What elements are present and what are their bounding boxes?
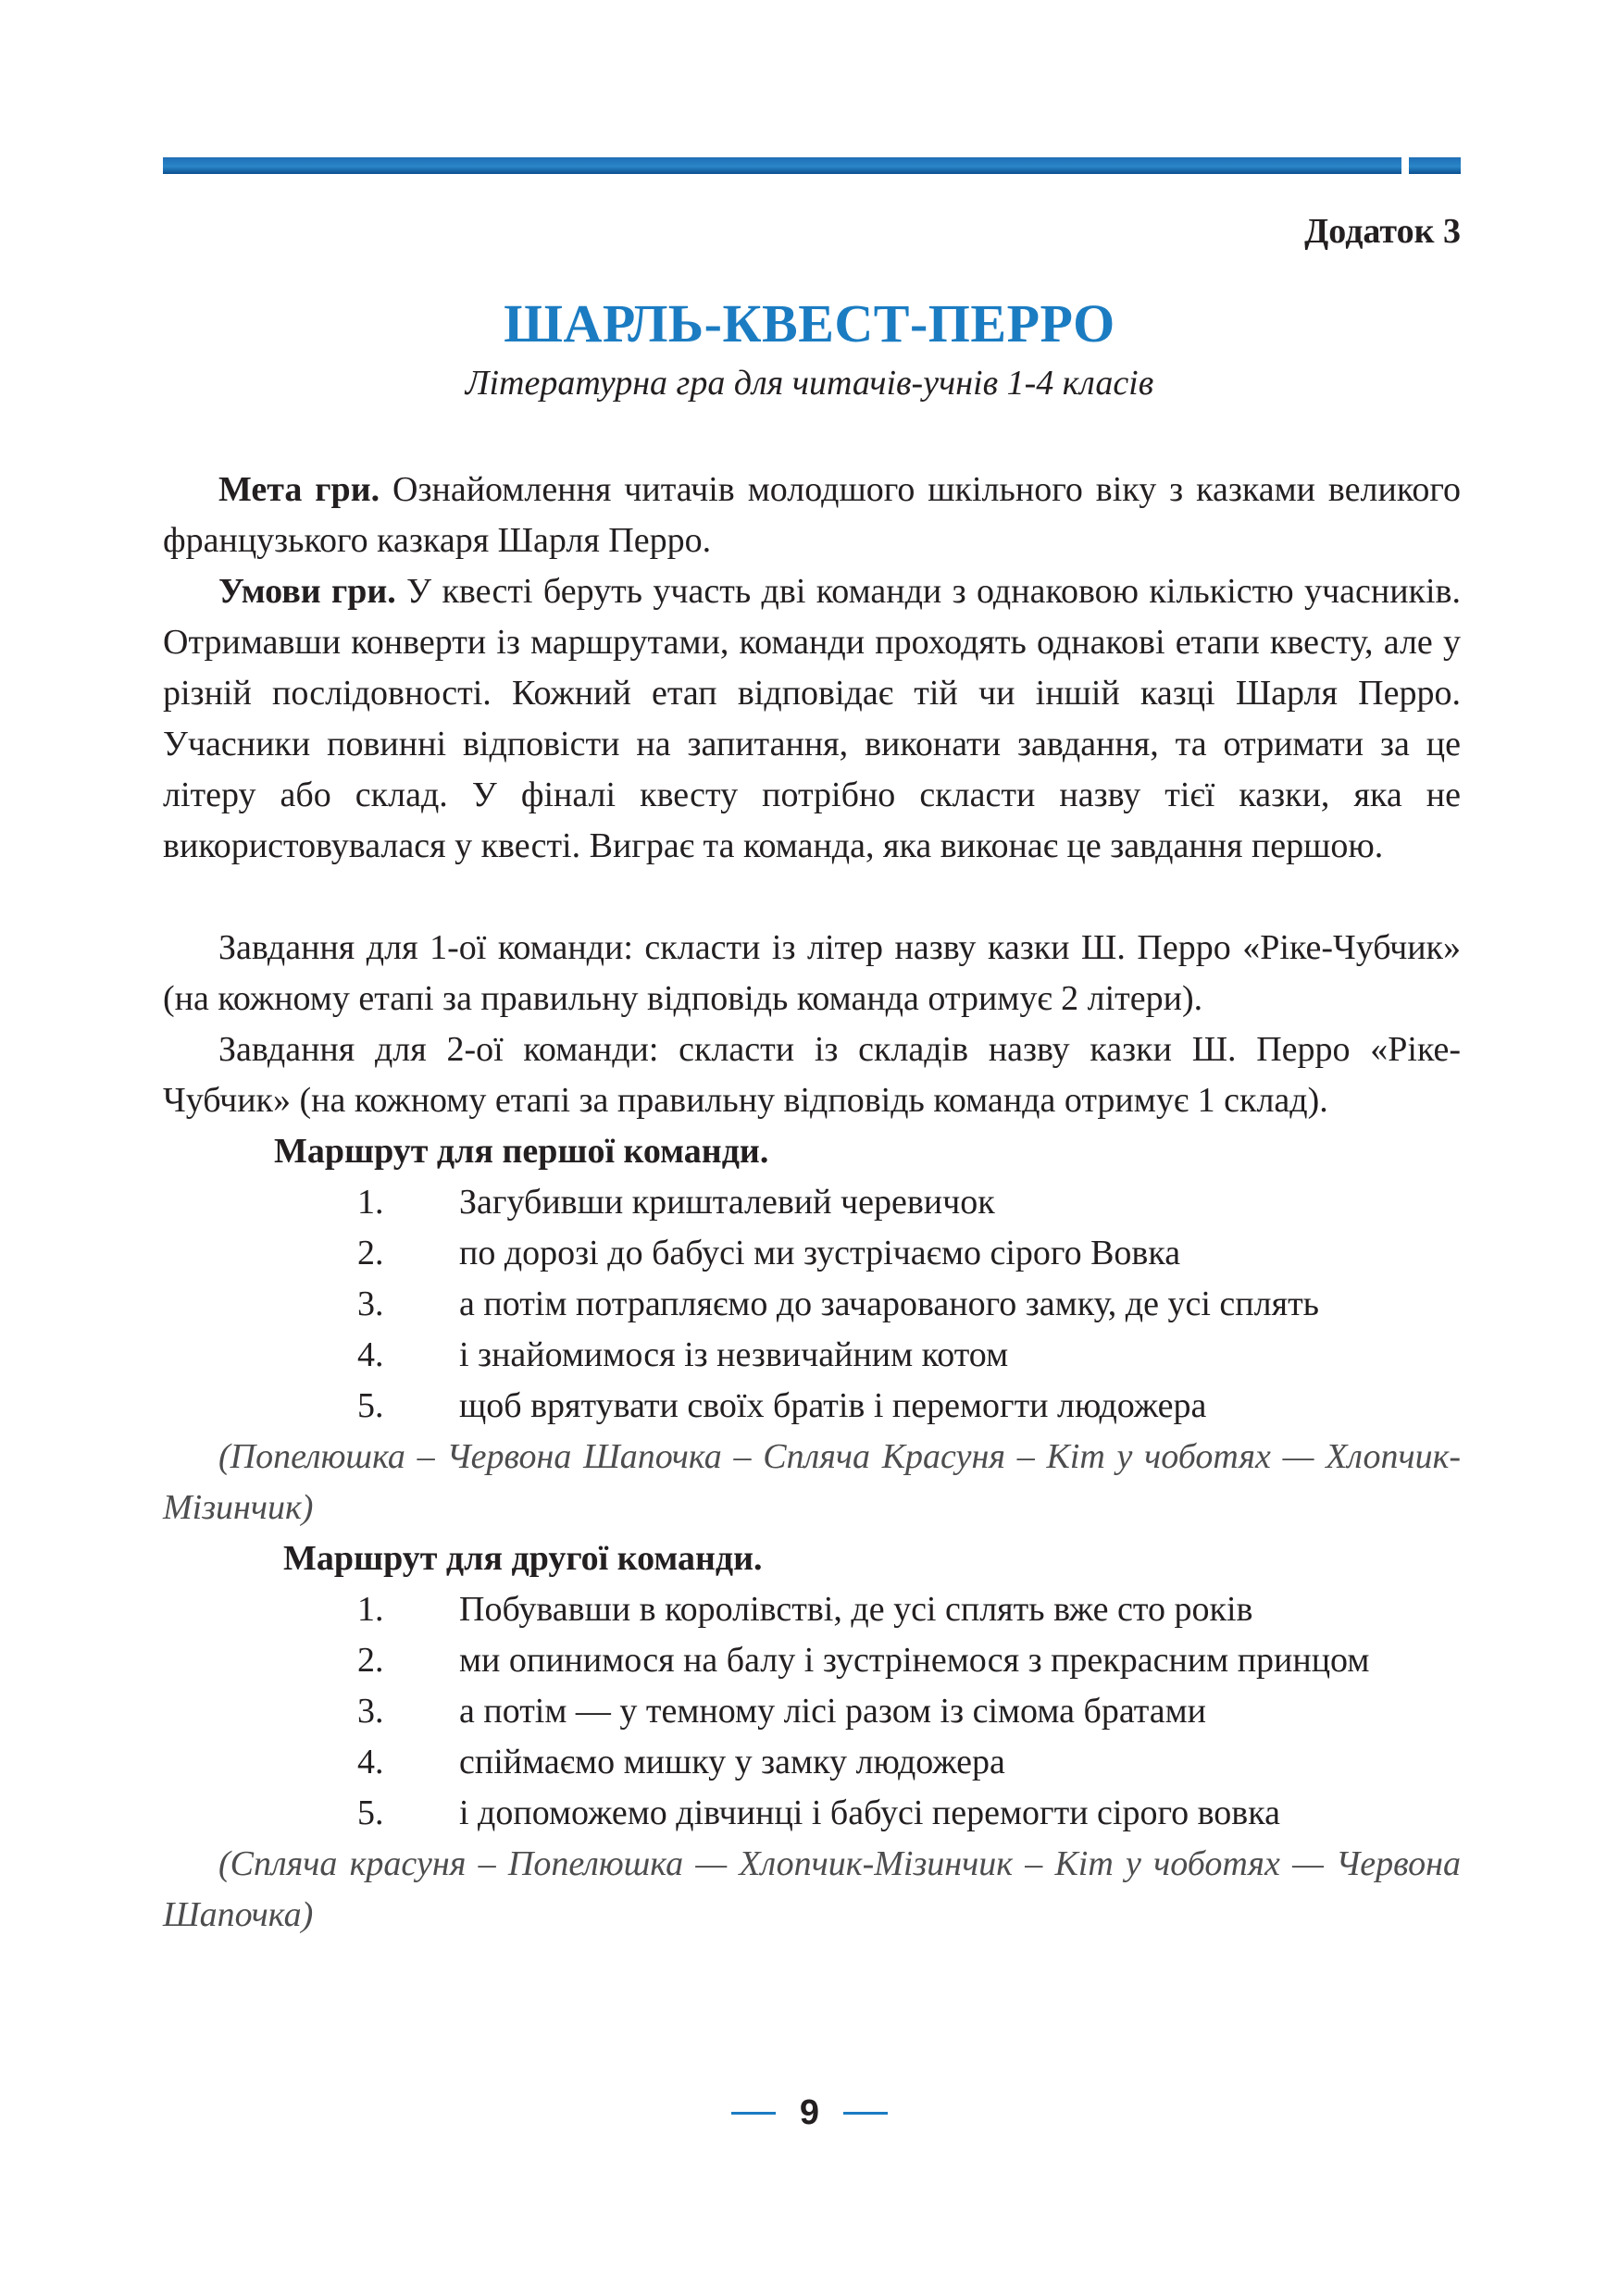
goal-paragraph [163, 465, 1461, 566]
footer-dash-right [843, 2112, 888, 2115]
document-body [163, 465, 1461, 1941]
route1-item-number: 2. [357, 1234, 384, 1272]
footer-dash-left [731, 2112, 776, 2115]
route1-item-text: Загубивши кришталевий черевичок [459, 1183, 995, 1222]
route1-item-text: щоб врятувати своїх братів і перемогти людожера [459, 1386, 1207, 1425]
route1-item [163, 1177, 1461, 1228]
route1-item-number: 3. [357, 1285, 384, 1323]
route2-item-number: 4. [357, 1743, 384, 1781]
page-number: 9 [799, 2093, 820, 2132]
page-footer [0, 2093, 1619, 2133]
header-rule-gap [1401, 150, 1409, 174]
route1-item [163, 1381, 1461, 1432]
route1-answers: (Попелюшка – Червона Шапочка – Спляча Красуня – Кіт у чоботях — Хлопчик-Мізинчик) [163, 1437, 1461, 1527]
route2-item-text: а потім — у темному лісі разом із сімома братами [459, 1692, 1207, 1731]
route2-item-number: 1. [357, 1590, 384, 1629]
route1-item-number: 1. [357, 1183, 384, 1222]
route2-list [163, 1584, 1461, 1839]
goal-label: Мета гри. [218, 470, 380, 509]
rules-text: У квесті беруть участь дві команди з однаковою кількістю учасників. Отримавши конверти із маршрутами, команди проходять однакові етапи квесту, але у різній послідовності. Кожний етап відповідає тій чи іншій казці Шарля Перро. Учасники повинні відповісти на запитання, виконати завдання, та отримати за це літеру або склад. У фіналі квесту потрібно скласти назву тієї казки, яка не використовувалася у квесті. Виграє та команда, яка виконає це завдання першою. [163, 572, 1461, 865]
route1-item-number: 4. [357, 1335, 384, 1374]
route2-item-number: 5. [357, 1793, 384, 1832]
task-team2: Завдання для 2-ої команди: скласти із складів назву казки Ш. Перро «Ріке-Чубчик» (на кожному етапі за правильну відповідь команда отримує 1 склад). [163, 1030, 1461, 1120]
route1-item [163, 1330, 1461, 1381]
route2-item [163, 1788, 1461, 1839]
page-title: ШАРЛЬ-КВЕСТ-ПЕРРО [504, 293, 1115, 354]
header-rule-end [1409, 157, 1461, 174]
route1-item [163, 1228, 1461, 1279]
route2-item-number: 2. [357, 1641, 384, 1680]
route2-item [163, 1737, 1461, 1788]
appendix-label: Додаток 3 [1304, 212, 1461, 251]
route2-item-text: ми опинимося на балу і зустрінемося з прекрасним принцом [459, 1641, 1370, 1680]
route2-title: Маршрут для другої команди. [283, 1539, 763, 1578]
goal-text: Ознайомлення читачів молодшого шкільного віку з казками великого французького казкаря Шарля Перро. [163, 470, 1461, 560]
route1-item-text: по дорозі до бабусі ми зустрічаємо сірого Вовка [459, 1234, 1181, 1272]
route2-answers: (Спляча красуня – Попелюшка — Хлопчик-Мізинчик – Кіт у чоботях — Червона Шапочка) [163, 1844, 1461, 1934]
task-team1: Завдання для 1-ої команди: скласти із літер назву казки Ш. Перро «Ріке-Чубчик» (на кожному етапі за правильну відповідь команда отримує 2 літери). [163, 928, 1461, 1018]
route1-item [163, 1279, 1461, 1330]
header-rule-bar [163, 157, 1401, 174]
route2-item [163, 1686, 1461, 1737]
rules-paragraph [163, 566, 1461, 872]
route2-item [163, 1584, 1461, 1635]
header-rule [163, 157, 1461, 176]
route2-item-text: спіймаємо мишку у замку людожера [459, 1743, 1005, 1781]
route1-item-number: 5. [357, 1386, 384, 1425]
page-subtitle: Літературна гра для читачів-учнів 1-4 класів [465, 364, 1154, 403]
route2-item [163, 1635, 1461, 1686]
route1-item-text: і знайомимося із незвичайним котом [459, 1335, 1009, 1374]
rules-label: Умови гри. [218, 572, 396, 611]
route2-item-text: і допоможемо дівчинці і бабусі перемогти сірого вовка [459, 1793, 1280, 1832]
route1-item-text: а потім потрапляємо до зачарованого замку, де усі сплять [459, 1285, 1320, 1323]
route1-title: Маршрут для першої команди. [274, 1132, 769, 1171]
route2-item-text: Побувавши в королівстві, де усі сплять вже сто років [459, 1590, 1253, 1629]
route2-item-number: 3. [357, 1692, 384, 1731]
route1-list [163, 1177, 1461, 1432]
